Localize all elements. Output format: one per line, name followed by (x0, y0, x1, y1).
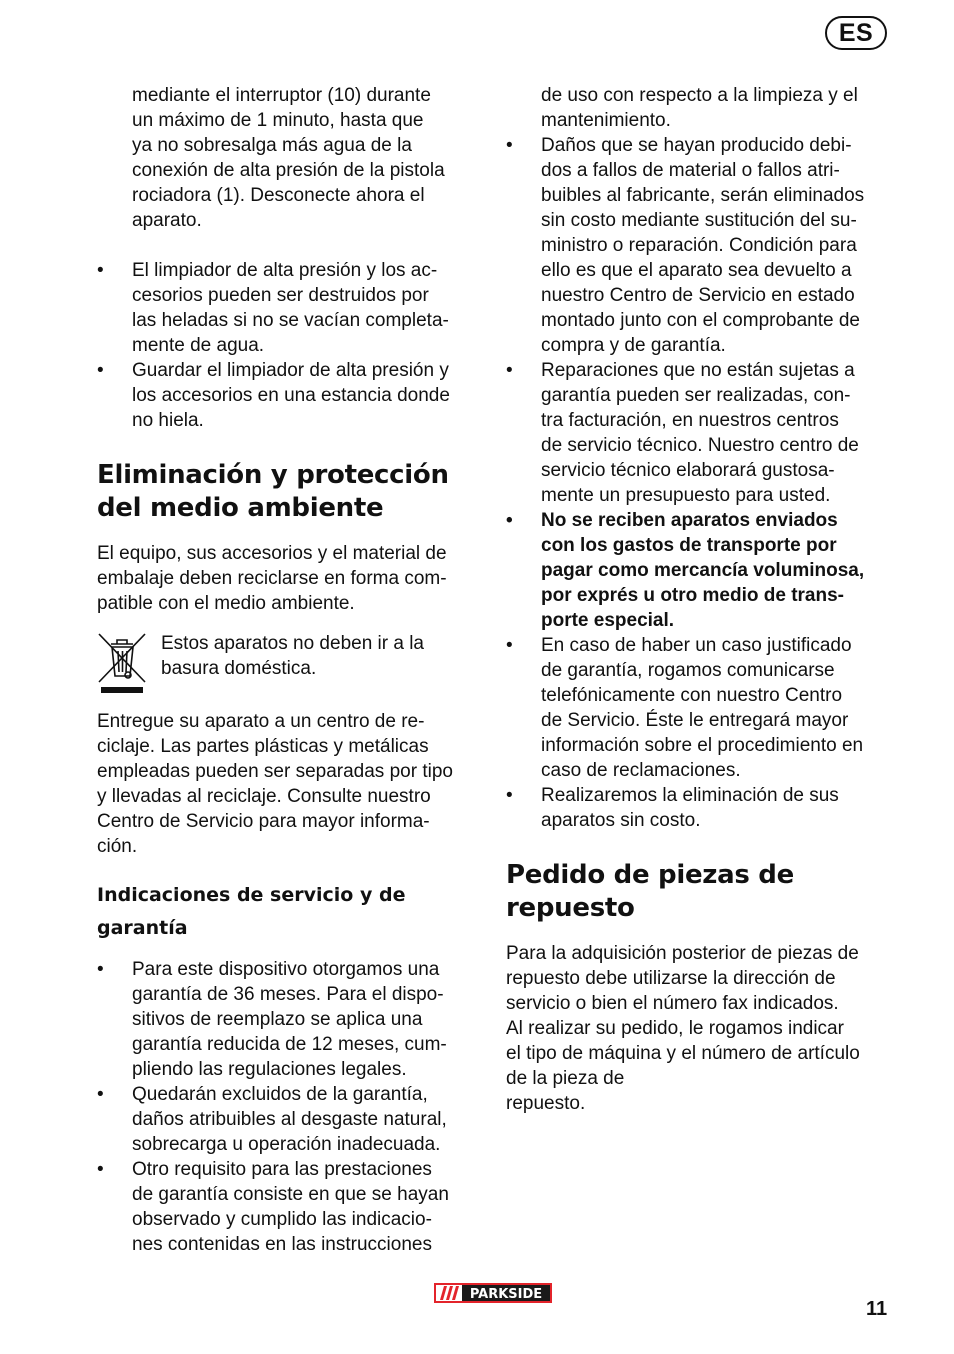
text-line: pagar como mercancía voluminosa, (541, 560, 865, 581)
warranty-bullet-list (97, 957, 487, 1257)
disposal-intro (97, 541, 487, 616)
heading-line: Pedido de piezas de (506, 860, 794, 890)
text-line: aparato. (132, 210, 202, 231)
text-line: telefónicamente con nuestro Centro (541, 685, 843, 706)
text-line: • El limpiador de alta presión y los ac- (132, 260, 438, 281)
text-line: dos a fallos de material o fallos atri- (541, 160, 840, 181)
text-line: porte especial. (541, 610, 675, 631)
text-line: rociadora (1). Desconecte ahora el (132, 185, 425, 206)
text-line: de garantía consiste en que se hayan (132, 1184, 449, 1205)
right-column (506, 83, 896, 1116)
text-line: de la pieza de (506, 1068, 625, 1089)
text-line: sobrecarga u operación inadecuada. (132, 1134, 441, 1155)
text-line: • En caso de haber un caso justificado (541, 635, 852, 656)
text-line: basura doméstica. (161, 658, 317, 679)
text-line: pliendo las regulaciones legales. (132, 1059, 407, 1080)
text-line: buibles al fabricante, serán eliminados (541, 185, 865, 206)
text-line: de uso con respecto a la limpieza y el (541, 85, 858, 106)
text-line: • Para este dispositivo otorgamos una (132, 959, 440, 980)
language-badge: ES (825, 16, 887, 50)
text-line: Estos aparatos no deben ir a la (161, 633, 425, 654)
text-line: Centro de Servicio para mayor informa- (97, 811, 430, 832)
list-item (506, 783, 896, 833)
list-item (97, 1082, 487, 1157)
text-line: servicio o bien el número fax indicados. (506, 993, 839, 1014)
text-line: las heladas si no se vacían completa- (132, 310, 449, 331)
crossed-out-wheelie-bin-icon (97, 631, 147, 695)
warranty-heading (97, 879, 487, 945)
text-line: • Realizaremos la eliminación de sus (541, 785, 839, 806)
heading-line: repuesto (506, 893, 635, 923)
text-line: un máximo de 1 minuto, hasta que (132, 110, 424, 131)
heading-line: garantía (97, 917, 188, 939)
text-line: daños atribuibles al desgaste natural, (132, 1109, 447, 1130)
text-line: ministro o reparación. Condición para (541, 235, 857, 256)
text-line: montado junto con el comprobante de (541, 310, 860, 331)
text-line: mente un presupuesto para usted. (541, 485, 831, 506)
list-item (97, 957, 487, 1082)
text-line: los accesorios en una estancia donde (132, 385, 450, 406)
text-line: • Otro requisito para las prestaciones (132, 1159, 432, 1180)
text-line: y llevadas al reciclaje. Consulte nuestro (97, 786, 431, 807)
storage-bullet-list (97, 258, 487, 433)
parts-paragraph (506, 941, 896, 1116)
text-line: mediante el interruptor (10) durante (132, 85, 431, 106)
recycle-paragraph (97, 709, 487, 859)
text-line: empleadas pueden ser separadas por tipo (97, 761, 453, 782)
text-line: de servicio técnico. Nuestro centro de (541, 435, 859, 456)
text-line: nes contenidas en las instrucciones (132, 1234, 432, 1255)
text-line: garantía de 36 meses. Para el dispo- (132, 984, 444, 1005)
text-line: ciclaje. Las partes plásticas y metálicas (97, 736, 429, 757)
list-item (506, 133, 896, 358)
text-line: mantenimiento. (541, 110, 671, 131)
text-line: observado y cumplido las indicacio- (132, 1209, 432, 1230)
text-line: servicio técnico elaborará gustosa- (541, 460, 835, 481)
intro-paragraph (97, 83, 487, 233)
weee-notice (97, 631, 487, 695)
text-line: por exprés u otro medio de trans- (541, 585, 844, 606)
text-line: • No se reciben aparatos enviados (541, 510, 838, 531)
text-line: • Guardar el limpiador de alta presión y (132, 360, 449, 381)
text-line: Para la adquisición posterior de piezas de (506, 943, 859, 964)
text-line: repuesto. (506, 1093, 586, 1114)
text-line: repuesto debe utilizarse la dirección de (506, 968, 836, 989)
text-line: mente de agua. (132, 335, 265, 356)
heading-line: del medio ambiente (97, 493, 384, 523)
text-line: el tipo de máquina y el número de artículo (506, 1043, 860, 1064)
heading-line: Eliminación y protección (97, 460, 449, 490)
weee-text (161, 631, 424, 681)
disposal-heading (97, 459, 487, 525)
text-line: • Reparaciones que no están sujetas a (541, 360, 855, 381)
text-line: caso de reclamaciones. (541, 760, 741, 781)
list-item-shipping-notice (506, 508, 896, 633)
text-line: con los gastos de transporte por (541, 535, 837, 556)
heading-line: Indicaciones de servicio y de (97, 884, 406, 906)
parts-heading (506, 859, 896, 925)
list-item (97, 358, 487, 433)
text-line: información sobre el procedimiento en (541, 735, 864, 756)
text-line: tra facturación, en nuestros centros (541, 410, 839, 431)
text-line: cesorios pueden ser destruidos por (132, 285, 429, 306)
text-line: compra y de garantía. (541, 335, 726, 356)
text-line: Al realizar su pedido, le rogamos indicar (506, 1018, 844, 1039)
text-line: • Daños que se hayan producido debi- (541, 135, 852, 156)
page-number: 11 (866, 1298, 888, 1320)
text-line: patible con el medio ambiente. (97, 593, 355, 614)
list-item (506, 358, 896, 508)
text-line: garantía reducida de 12 meses, cum- (132, 1034, 447, 1055)
text-line: aparatos sin costo. (541, 810, 701, 831)
list-item (97, 258, 487, 358)
text-line: El equipo, sus accesorios y el material de (97, 543, 447, 564)
text-line: Entregue su aparato a un centro de re- (97, 711, 425, 732)
parkside-logo (434, 1283, 552, 1303)
text-line: embalaje deben reciclarse en forma com- (97, 568, 447, 589)
text-line: ción. (97, 836, 138, 857)
list-item (97, 1157, 487, 1257)
logo-text: PARKSIDE (469, 1287, 543, 1302)
warranty-bullet-list-continued (506, 133, 896, 833)
text-line: ya no sobresalga más agua de la (132, 135, 412, 156)
text-line: garantía pueden ser realizadas, con- (541, 385, 851, 406)
text-line: ello es que el aparato sea devuelto a (541, 260, 852, 281)
text-line: conexión de alta presión de la pistola (132, 160, 445, 181)
text-line: sitivos de reemplazo se aplica una (132, 1009, 423, 1030)
text-line: de garantía, rogamos comunicarse (541, 660, 835, 681)
text-line: no hiela. (132, 410, 204, 431)
text-line: sin costo mediante sustitución del su- (541, 210, 857, 231)
continuation-paragraph (506, 83, 896, 133)
text-line: • Quedarán excluidos de la garantía, (132, 1084, 428, 1105)
list-item (506, 633, 896, 783)
text-line: nuestro Centro de Servicio en estado (541, 285, 855, 306)
left-column (97, 83, 487, 1257)
text-line: de Servicio. Éste le entregará mayor (541, 710, 849, 731)
